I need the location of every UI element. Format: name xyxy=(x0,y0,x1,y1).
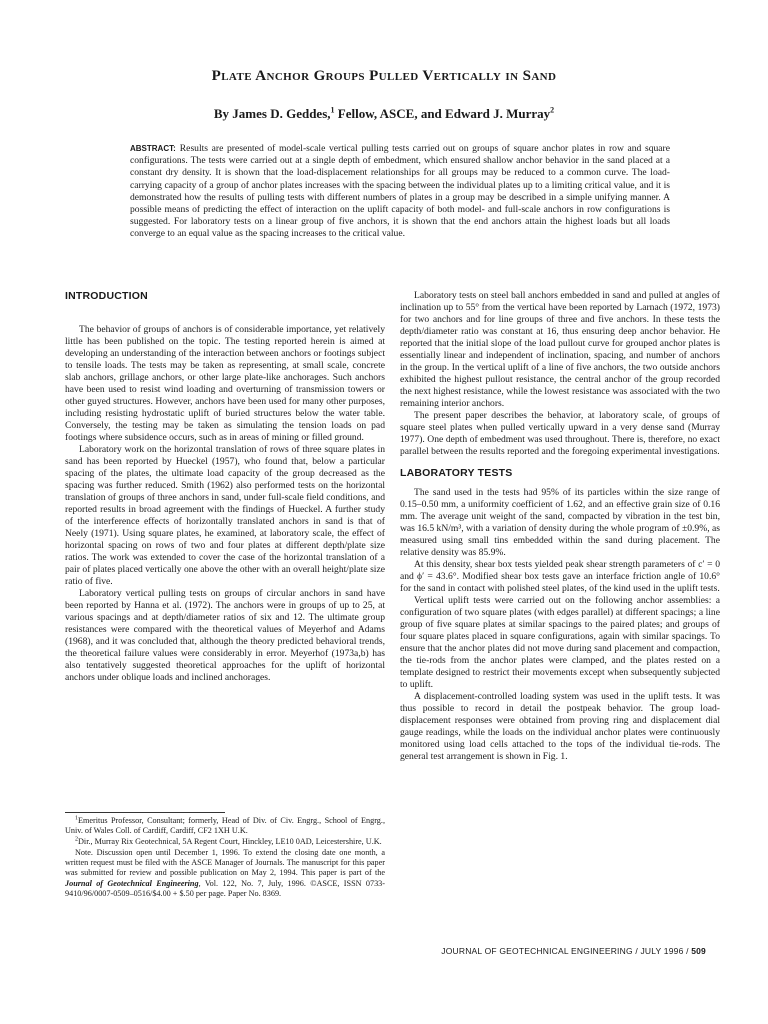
running-footer-text: JOURNAL OF GEOTECHNICAL ENGINEERING / JULY 1996 / xyxy=(441,946,692,956)
lab-paragraph-1: The sand used in the tests had 95% of its particles within the size range of 0.15–0.50 mm, a uniformity coefficient of 1.62, and an effective grain size of 0.16 mm. The average unit weight of the sand, compacted by vibration in the test bin, was 16.5 kN/m³, with a variation of density during the whole program of ±0.9%, as measured using small tins embedded within the sand during placement. The relative density was 85.9%. xyxy=(400,487,720,558)
footnote-marker-1: 1 xyxy=(330,105,335,115)
footnotes xyxy=(65,812,385,900)
journal-name: Journal of Geotechnical Engineering xyxy=(65,878,199,888)
left-column xyxy=(65,290,385,684)
footnote-1 xyxy=(65,816,385,836)
note-text-b: , Vol. 122, No. 7, July, 1996. ©ASCE, ISSN 0733-9410/96/0007-0509–0516/$4.00 + $.50 per page. Paper No. 8369. xyxy=(65,878,385,898)
page-number: 509 xyxy=(691,946,706,956)
footnote-2 xyxy=(65,837,385,847)
footnote-1-text: Emeritus Professor, Consultant; formerly, Head of Div. of Civ. Engrg., School of Engrg., Univ. of Wales Coll. of Cardiff, Cardiff, CF2 1XH U.K. xyxy=(65,816,385,836)
footnote-rule xyxy=(65,812,225,813)
lab-paragraph-4: A displacement-controlled loading system was used in the uplift tests. It was thus possible to record in detail the postpeak behavior. The group load-displacement responses were obtained from proving ring and displacement dial gauge readings, while the loads on the individual anchor plates were continuously monitored using load cells attached to the tops of the individual tie-rods. The general test arrangement is shown in Fig. 1. xyxy=(400,691,720,762)
right-column xyxy=(400,290,720,763)
abstract-text: Results are presented of model-scale vertical pulling tests carried out on groups of square anchor plates in row and square configurations. The tests were carried out at a single depth of embedment, which ensured shallow anchor behavior in the sand placed at a constant dry density. It is shown that the load-displacement relationships for all groups may be reduced to a common curve. The load-carrying capacity of a group of anchor plates increases with the spacing between the individual plates up to a limiting critical value, and it is demonstrated how the results of pulling tests with different numbers of plates in a group may be described in a simple unifying manner. A possible means of predicting the effect of interaction on the uplift capacity of both model- and full-scale anchors in row configurations is suggested. For laboratory tests on a linear group of five anchors, it is shown that the end anchors attain the highest loads but all loads converge to an equal value as the spacing increases to the critical value. xyxy=(130,143,670,240)
byline-prefix: By James D. Geddes, xyxy=(213,106,331,121)
note-text-a: Note. Discussion open until December 1, 1996. To extend the closing date one month, a written request must be filed with the ASCE Manager of Journals. The manuscript for this paper was submitted for review and possible publication on May 2, 1994. This paper is part of the xyxy=(65,848,385,878)
intro-paragraph-1: The behavior of groups of anchors is of considerable importance, yet relatively little has been published on the topic. The testing reported herein is aimed at developing an understanding of the interaction between anchors or footings subject to tensile loads. The tests may be taken as representing, at small scale, concrete slab anchors, grillage anchors, or other large plate-like anchorages. Such anchors have been used to resist wind loading and overturning of transmission towers or other guyed structures. However, anchors have been used for many other purposes, including resisting hydrostatic uplift of buried structures below the water table. Conversely, the testing may be taken as simulating the tension loads on pad footings where subsidence occurs, such as in areas of mining or filled ground. xyxy=(65,324,385,443)
right-paragraph-1: Laboratory tests on steel ball anchors embedded in sand and pulled at angles of inclination up to 55° from the vertical have been reported by Larnach (1972, 1973) for two anchors and for line groups of three and five anchors. In these tests the depth/diameter ratio was constant at 16, thus ensuring deep anchor behavior. He reported that the initial slope of the load pullout curve for grouped anchor plates is essentially linear and independent of inclination, spacing, and number of anchors in the group. In the vertical uplift of a line of five anchors, the two outside anchors exhibited the highest pullout resistance, the central anchor of the group recorded the next highest resistance, while the lowest resistance was associated with the two remaining interior anchors. xyxy=(400,290,720,409)
byline-middle: Fellow, ASCE, and Edward J. Murray xyxy=(334,106,551,121)
author-byline xyxy=(0,106,768,122)
footnote-2-text: Dir., Murray Rix Geotechnical, 5A Regent Court, Hinckley, LE10 0AD, Leicestershire, U.K. xyxy=(78,837,382,847)
right-paragraph-2: The present paper describes the behavior, at laboratory scale, of groups of square steel plates when pulled vertically upward in a very dense sand (Murray 1977). One depth of embedment was used throughout. There is, therefore, no exact parallel between the results reported and the foregoing experimental investigations. xyxy=(400,410,720,457)
paper-title: Plate Anchor Groups Pulled Vertically in Sand xyxy=(211,68,557,84)
intro-paragraph-3: Laboratory vertical pulling tests on groups of circular anchors in sand have been reported by Hanna et al. (1972). The anchors were in groups of up to 25, at various spacings and at depth/diameter ratios of six and 12. The ultimate group resistances were compared with the theoretical values of Meyerhof and Adams (1968), and it was concluded that, although the theory predicted behavioral trends, the theoretical failure values were considerably in error. Meyerhof (1973a,b) has also tentatively suggested theoretical approaches for the uplift of horizontal anchors under oblique loads and inclined anchorages. xyxy=(65,588,385,683)
intro-paragraph-2: Laboratory work on the horizontal translation of rows of three square plates in sand has been reported by Hueckel (1957), who found that, below a particular spacing of the plates, the ultimate load capacity of the group decreased as the spacing was further reduced. Smith (1962) also performed tests on the horizontal translation of groups of three anchors in sand, under full-scale field conditions, and reported results in broad agreement with the findings of Hueckel. A further study of the interference effects of horizontally translated anchors in sand is that of Neely (1971). Using square plates, he examined, at laboratory scale, the effect of horizontal spacing on rows of two and four plates at different depth/plate size ratios. The work was extended to cover the case of the horizontal translation of a pair of plates placed vertically one above the other with an overall height/plate size ratio of five. xyxy=(65,444,385,587)
introduction-heading: INTRODUCTION xyxy=(65,290,148,302)
footnote-1-mark: 1 xyxy=(75,815,78,822)
publication-note xyxy=(65,848,385,898)
abstract xyxy=(130,143,670,241)
lab-paragraph-3: Vertical uplift tests were carried out on the following anchor assemblies: a configuration of two square plates (with edges parallel) at different spacings; a line group of five square plates at similar spacings to the paired plates; and groups of four square plates placed in square configurations, again with similar spacings. To ensure that the anchor plates did not move during sand placement and compaction, the tie-rods from the anchor plates were clamped, and the plates rested on a template designed to restrict their movements except when subsequently subjected to uplift. xyxy=(400,595,720,690)
lab-paragraph-2: At this density, shear box tests yielded peak shear strength parameters of c′ = 0 and ϕ′ = 43.6°. Modified shear box tests gave an interface friction angle of 10.6° for the sand in contact with polished steel plates, of the kind used in the uplift tests. xyxy=(400,559,720,594)
abstract-label: ABSTRACT: xyxy=(130,144,176,153)
footnote-marker-2: 2 xyxy=(550,105,555,115)
laboratory-tests-heading: LABORATORY TESTS xyxy=(400,467,513,479)
running-footer xyxy=(441,946,706,956)
footnote-2-mark: 2 xyxy=(75,836,78,843)
